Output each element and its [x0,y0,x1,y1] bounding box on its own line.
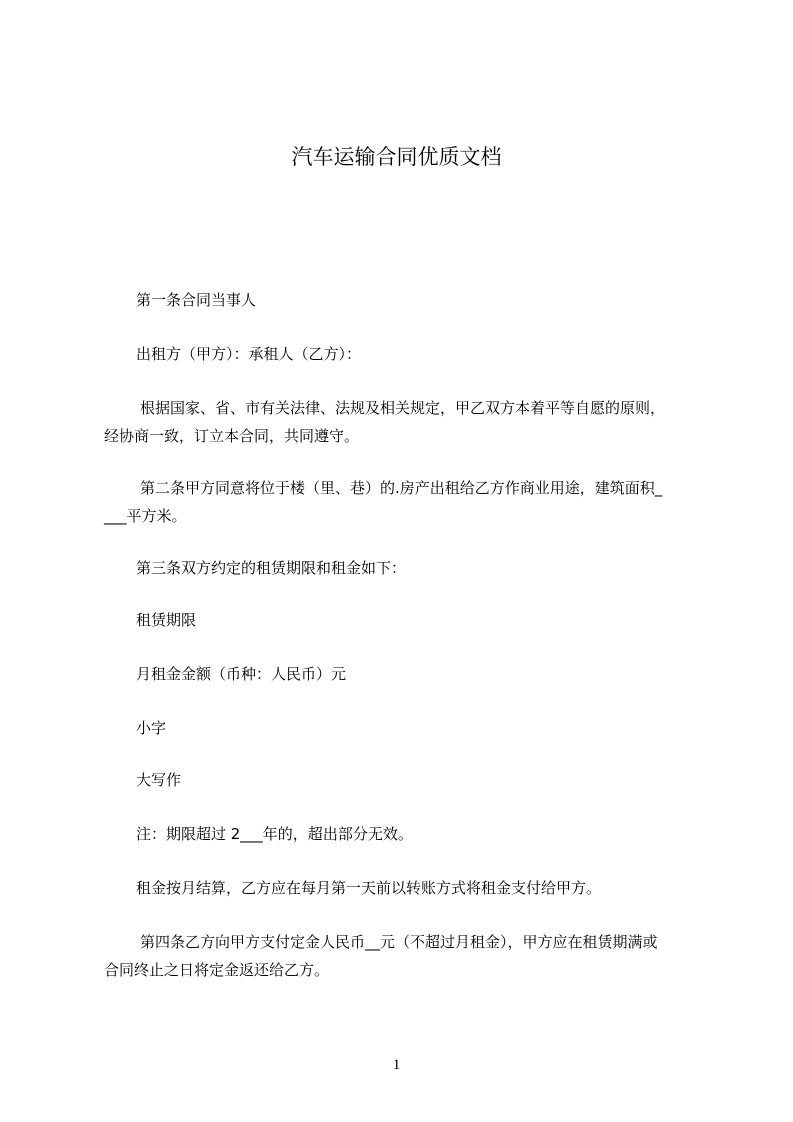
paragraph-line: 经协商一致，订立本合同，共同遵守。 [104,427,360,445]
paragraph-uppercase-amount [104,766,704,794]
paragraph-settlement [104,874,704,902]
paragraph-text: 第三条双方约定的租赁期限和租金如下： [136,559,407,577]
paragraph-text: 租金按月结算，乙方应在每月第一天前以转账方式将租金支付给甲方。 [136,879,602,897]
paragraph-text: 月租金金额（币种：人民币）元 [136,665,347,683]
paragraph-text: 租赁期限 [136,611,197,629]
page-number: 1 [392,1057,401,1073]
paragraph-note [104,820,704,848]
paragraph-parties [104,340,704,368]
paragraph-lowercase-amount [104,714,704,742]
paragraph-article-2 [104,474,704,530]
paragraph-line: ___平方米。 [104,507,187,525]
paragraph-text: 注：期限超过 2___年的，超出部分无效。 [136,825,413,843]
paragraph-line: 合同终止之日将定金返还给乙方。 [104,961,330,979]
paragraph-article-4 [104,928,704,984]
paragraph-article-1 [104,286,704,314]
paragraph-monthly-rent [104,660,704,688]
paragraph-line: 根据国家、省、市有关法律、法规及相关规定，甲乙双方本着平等自愿的原则， [140,399,666,417]
paragraph-basis [104,394,704,450]
document-title: 汽车运输合同优质文档 [291,145,502,169]
paragraph-text: 小字 [136,719,167,737]
paragraph-article-3 [104,554,704,582]
paragraph-line: 第四条乙方向甲方支付定金人民币__元（不超过月租金），甲方应在租赁期满或 [140,933,658,951]
paragraph-line: 第二条甲方同意将位于楼（里、巷）的.房产出租给乙方作商业用途，建筑面积_ [140,479,663,497]
paragraph-text: 出租方（甲方）：承租人（乙方）： [136,345,362,363]
paragraph-text: 大写作 [136,771,182,789]
paragraph-text: 第一条合同当事人 [136,291,257,309]
paragraph-lease-term [104,606,704,634]
